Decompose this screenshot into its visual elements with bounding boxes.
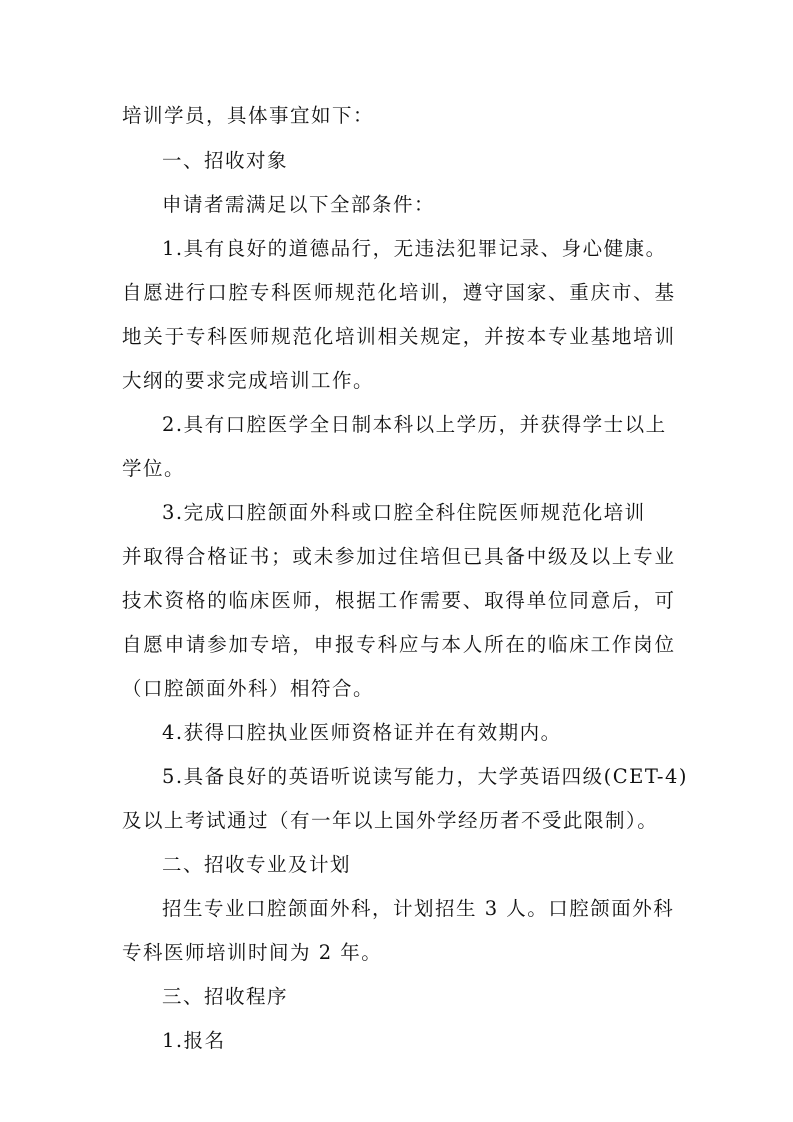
list-item: 1.报名 [162,1029,226,1052]
text-line: （口腔颌面外科）相符合。 [122,677,375,700]
text-line: 学位。 [122,457,186,480]
text-line: 专科医师培训时间为 2 年。 [122,941,383,964]
list-item: 4.获得口腔执业医师资格证并在有效期内。 [162,721,562,744]
text-line: 自愿申请参加专培，申报专科应与本人所在的临床工作岗位 [122,633,674,656]
text-line: 申请者需满足以下全部条件： [162,193,436,216]
section-heading: 三、招收程序 [162,985,289,1008]
list-item: 5.具备良好的英语听说读写能力，大学英语四级(CET-4) [162,765,688,788]
text-line: 并取得合格证书；或未参加过住培但已具备中级及以上专业 [122,545,674,568]
text-line: 培训学员，具体事宜如下： [122,104,375,127]
text-line: 招生专业口腔颌面外科，计划招生 3 人。口腔颌面外科 [162,897,675,920]
list-item: 2.具有口腔医学全日制本科以上学历，并获得学士以上 [162,413,667,436]
text-line: 及以上考试通过（有一年以上国外学经历者不受此限制）。 [122,809,659,832]
list-item: 1.具有良好的道德品行，无违法犯罪记录、身心健康。 [162,237,667,260]
section-heading: 一、招收对象 [162,149,289,172]
text-line: 大纲的要求完成培训工作。 [122,369,375,392]
text-line: 自愿进行口腔专科医师规范化培训，遵守国家、重庆市、基 [122,281,674,304]
text-line: 技术资格的临床医师，根据工作需要、取得单位同意后，可 [122,589,674,612]
text-line: 地关于专科医师规范化培训相关规定，并按本专业基地培训 [122,325,674,348]
list-item: 3.完成口腔颌面外科或口腔全科住院医师规范化培训 [162,501,646,524]
section-heading: 二、招收专业及计划 [162,853,352,876]
